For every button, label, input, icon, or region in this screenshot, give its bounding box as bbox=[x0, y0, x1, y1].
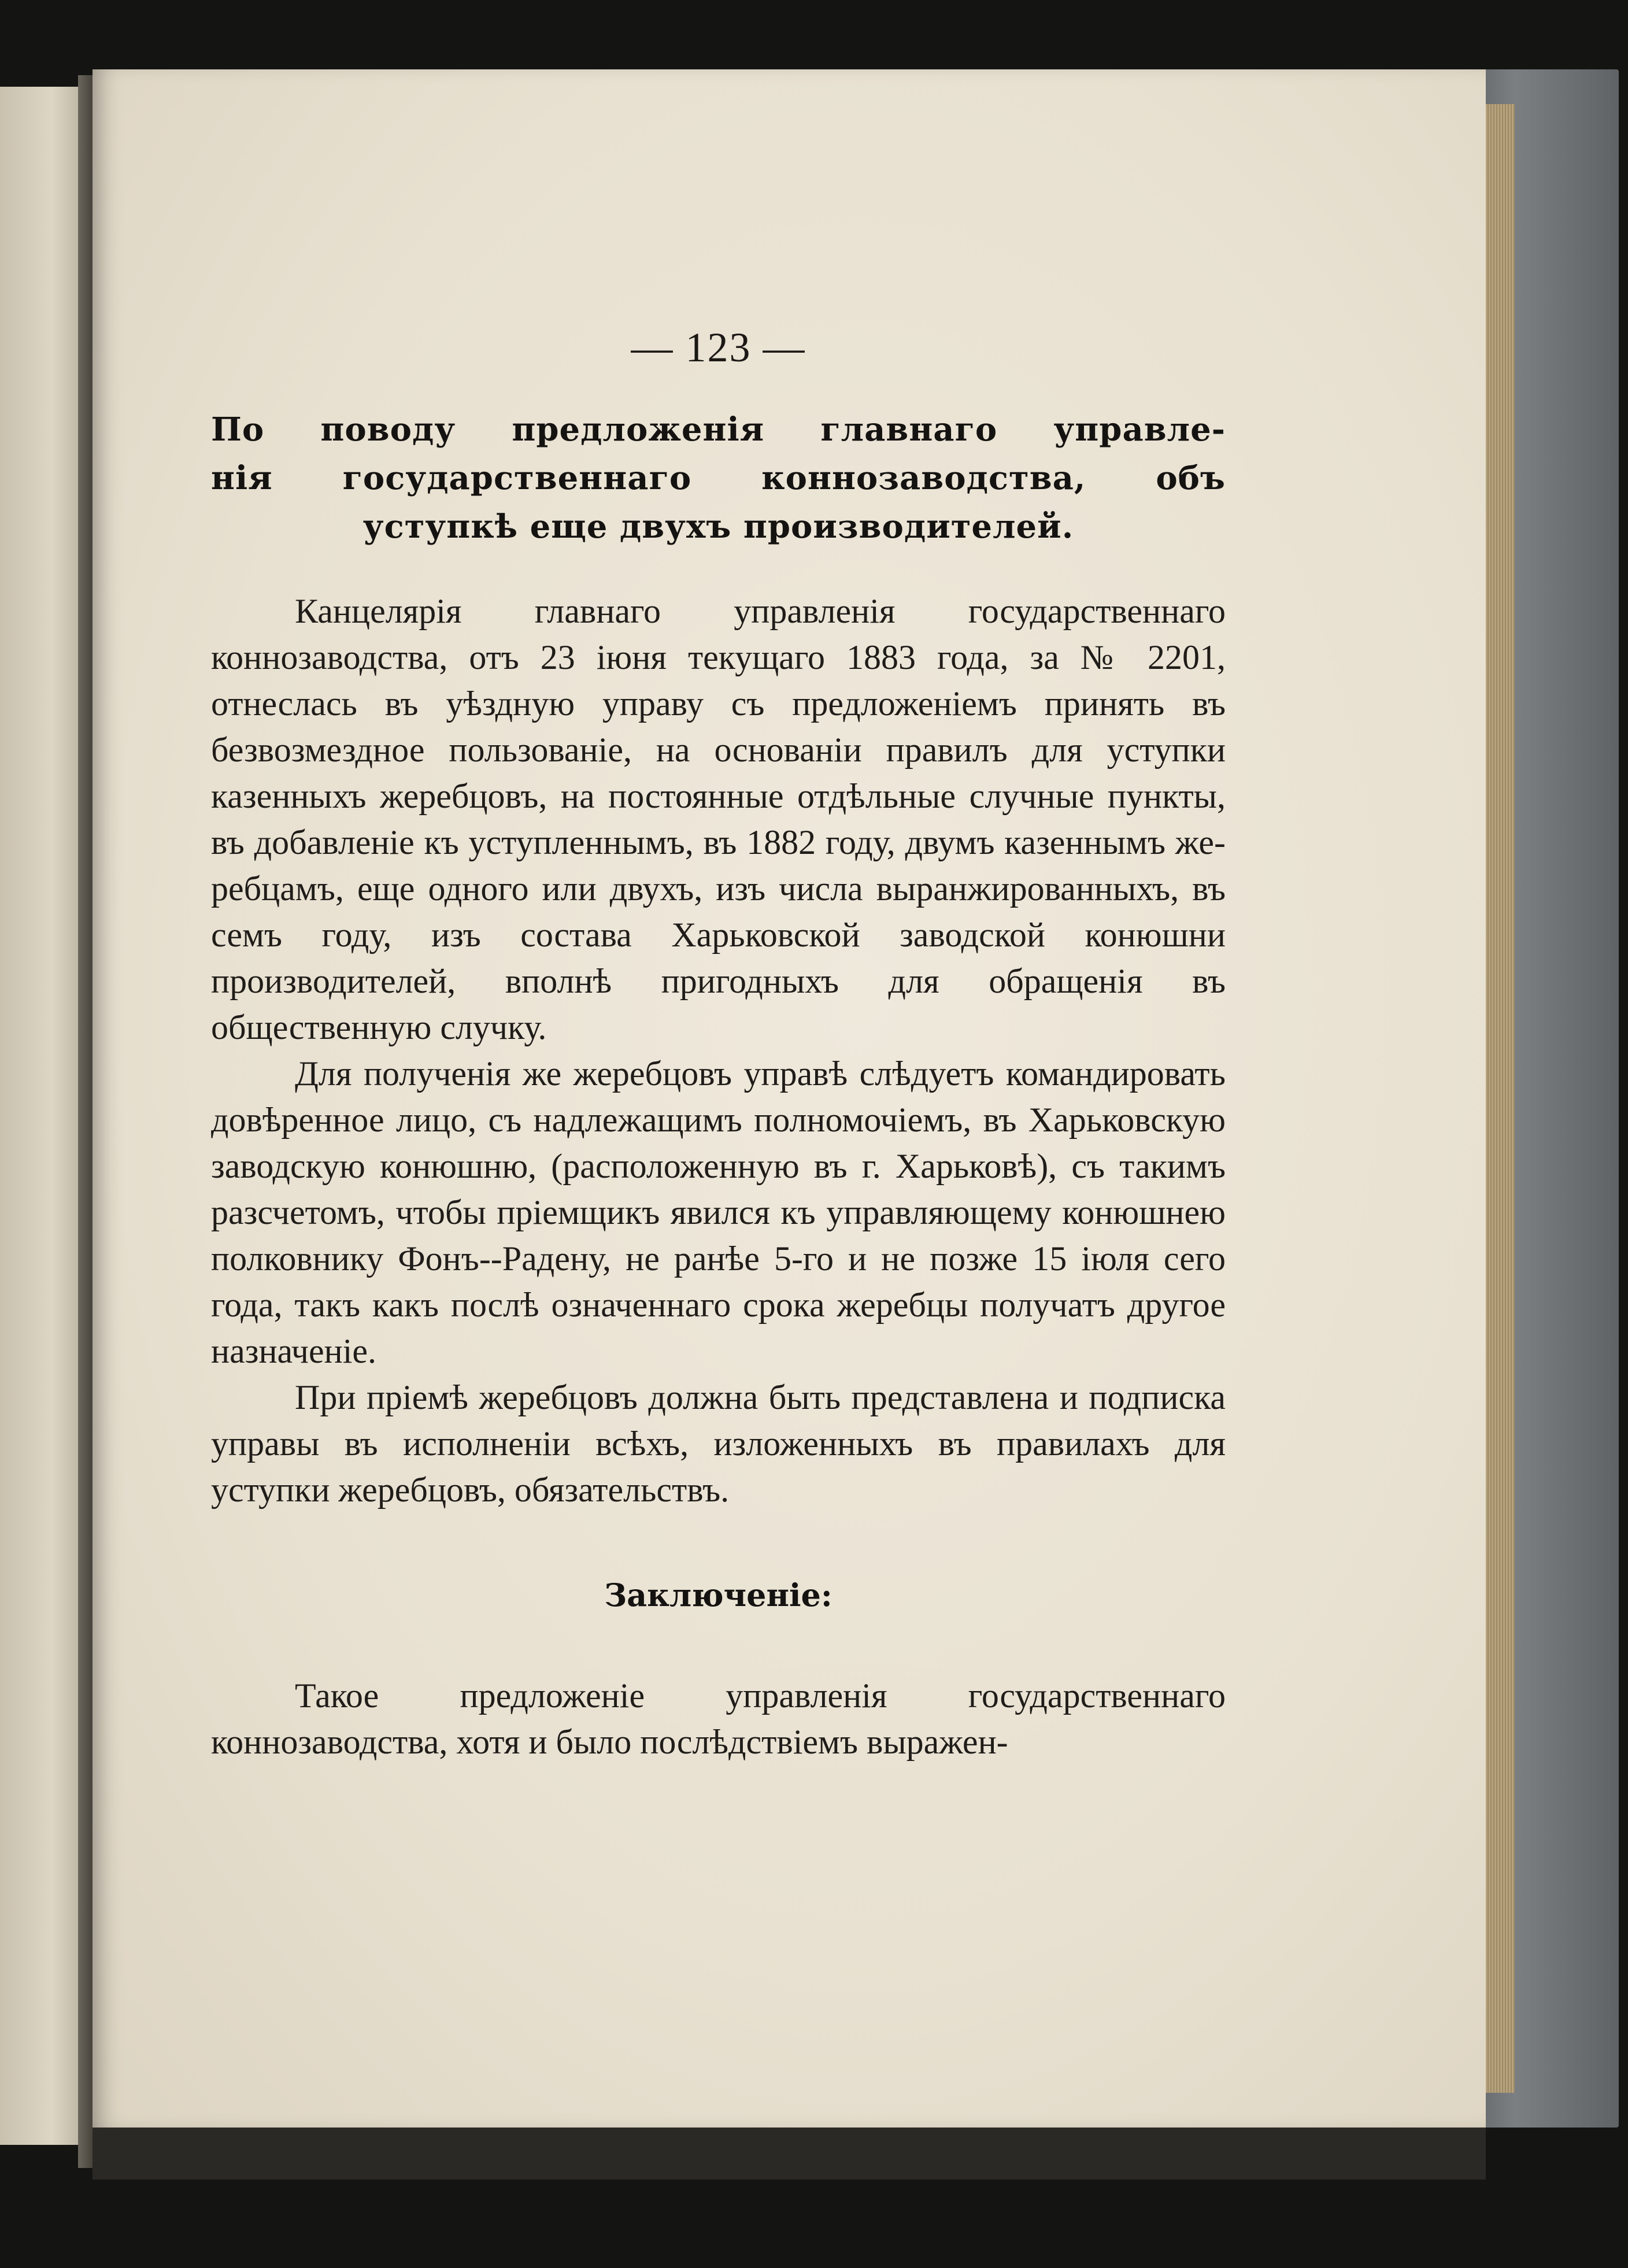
paragraph-2: Для полученія же жеребцовъ управѣ слѣдуетъ командировать довѣренное лицо, съ надлежащимъ полномочіемъ, въ Харьковскую заводскую конюшню, (расположенную въ г. Харьковѣ), съ такимъ разсчетомъ, чтобы пріемщикъ явился къ управляющему конюшнею полковнику Фонъ--Радену, не ранѣе 5-го и не позже 15 іюля сего года, такъ какъ послѣ означеннаго срока жеребцы получатъ другое назначеніе. bbox=[211, 1055, 1226, 1370]
page-number: — 123 — bbox=[631, 324, 806, 371]
previous-page-edge bbox=[0, 87, 87, 2145]
page-content bbox=[211, 324, 1226, 1765]
paragraph-3: При пріемѣ жеребцовъ должна быть представлена и подписка управы въ исполненіи всѣхъ, изложенныхъ въ правилахъ для уступки жеребцовъ, обязательствъ. bbox=[211, 1378, 1226, 1509]
heading-line-3: уступкѣ еще двухъ производителей. bbox=[362, 508, 1074, 546]
book-page bbox=[92, 69, 1486, 2128]
section-title: Заключеніе: bbox=[604, 1577, 832, 1614]
bottom-shadow bbox=[92, 2128, 1486, 2180]
heading-line-2: нія государственнаго коннозаводства, объ bbox=[211, 459, 1226, 497]
paragraph-1: Канцелярія главнаго управленія государственнаго коннозаводства, отъ 23 іюня текущаго 1883 года, за № 2201, отнеслась въ уѣздную управу съ предложеніемъ принять въ безвозмездное пользованіе, на основаніи правилъ для уступки казенныхъ жеребцовъ, на постоянные отдѣльные случные пункты, въ добавленіе къ уступленнымъ, въ 1882 году, двумъ казеннымъ жеребцамъ, еще одного или двухъ, изъ числа выранжированныхъ, въ семъ году, изъ состава Харьковской заводской конюшни производителей, вполнѣ пригодныхъ для обращенія въ общественную случку. bbox=[211, 592, 1226, 1046]
heading-line-1: По поводу предложенія главнаго управле- bbox=[211, 410, 1226, 449]
conclusion-paragraph: Такое предложеніе управленія государственнаго коннозаводства, хотя и было послѣдствіемъ выражен- bbox=[211, 1677, 1226, 1761]
